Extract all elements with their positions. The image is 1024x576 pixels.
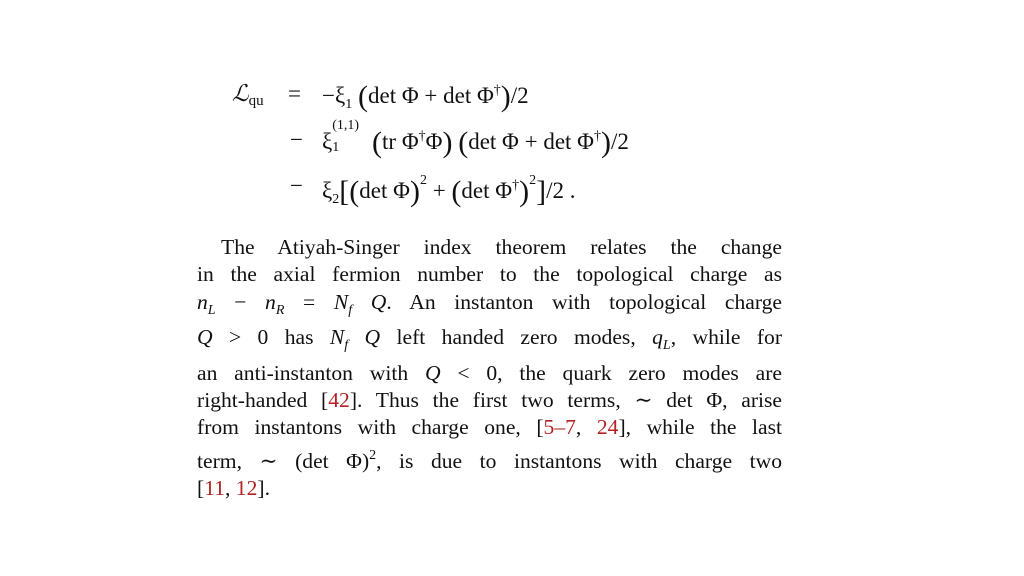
line7-text-c: ], while the last [618,415,782,440]
citation-24[interactable]: 24 [596,415,619,440]
Q-symbol-2: Q [197,325,213,350]
xi1-term: −ξ [322,83,346,108]
n-symbol: n [197,289,208,314]
det-sum-2: det Φ + det Φ [468,129,594,154]
paragraph-line-6 [197,387,782,414]
phi-symbol: Φ [425,129,443,154]
paragraph-line-2: in the axial fermion number to the topological charge as [197,262,782,287]
line7-text-a: from instantons with charge one, [ [197,415,544,440]
lhs-subscript: qu [248,93,264,109]
Q-symbol-3: Q [348,325,381,350]
line5-text-b: < 0, the quark zero modes are [440,360,782,385]
sub-R: R [275,302,285,318]
xi2-subscript: 2 [332,192,340,207]
paragraph-line-5 [197,360,782,387]
sub-L-2: L [662,338,671,354]
minus: − [215,289,266,314]
close-paren-3b: ) [519,175,530,208]
Q-symbol-4: Q [424,360,441,385]
citation-11[interactable]: 11 [204,476,225,501]
minus-sign-3: − [290,173,303,198]
plus-sign: + [432,178,446,203]
paragraph-line-8 [197,442,782,475]
citation-42[interactable]: 42 [328,388,350,413]
sub-L: L [207,302,216,318]
equals-sign: = [288,81,301,106]
line8-text-b: , is due to instantons with charge two [376,448,782,473]
open-paren-3a: ( [349,175,360,208]
row3-rhs [322,174,575,207]
line8-square: 2 [369,447,377,463]
close-paren: ) [500,80,511,113]
trace-term: tr Φ [382,129,419,154]
paragraph-line-1: The Atiyah-Singer index theorem relates the change [221,235,782,259]
row2-rhs [322,118,629,159]
close-paren-3a: ) [409,175,420,208]
line9-close: ]. [257,476,270,501]
divide-two-2: /2 [611,129,629,154]
paragraph-line-7 [197,414,782,441]
line4-text-a: > 0 has [212,325,330,350]
minus-sign: − [290,127,303,152]
lagrangian-symbol [232,82,264,109]
n-symbol-2: n [265,289,276,314]
det-sum: det Φ + det Φ [367,83,494,108]
citation-12[interactable]: 12 [235,476,258,501]
close-bracket: ] [536,175,547,208]
close-paren-1: ) [442,126,453,159]
xi-symbol: ξ [322,129,333,154]
xi-subscript: 1 [332,140,340,155]
dagger-3: † [512,178,520,193]
dagger: † [493,83,501,98]
paragraph-line-4 [197,324,782,359]
Q-symbol: Q [352,289,387,314]
line7-comma: , [575,415,597,440]
close-paren-2: ) [601,126,611,159]
N-symbol-2: N [329,325,345,350]
square-2: 2 [529,173,537,188]
xi1-subscript: 1 [345,97,353,112]
square-1: 2 [419,173,427,188]
body-paragraph [197,234,782,503]
sub-f-2: f [344,338,349,354]
open-paren-3b: ( [451,175,462,208]
open-paren: ( [357,80,368,113]
line3-text: . An instanton with topological charge [386,289,783,314]
open-bracket: [ [339,175,350,208]
paragraph-line-3 [197,289,782,324]
line8-text-a: term, ∼ (det Φ) [197,448,370,473]
xi2-symbol: ξ [322,178,333,203]
q-symbol: q [652,325,663,350]
line5-text-a: an anti-instanton with [197,360,425,385]
dagger-1: † [418,129,426,144]
line6-text-b: ]. Thus the first two terms, ∼ det Φ, arise [349,388,783,413]
lhs-script-l: ℒ [232,81,249,106]
row1-rhs [322,82,529,112]
xi-scripts [332,118,366,155]
line4-text-b: left handed zero modes, [380,325,653,350]
paragraph-line-9 [197,475,782,502]
divide-two: /2 [510,83,529,108]
open-paren-1: ( [372,126,383,159]
line9-open: [ [197,476,205,501]
equals: = [284,289,334,314]
dagger-2: † [594,129,601,144]
open-paren-2: ( [458,126,469,159]
citation-5-7[interactable]: 5–7 [543,415,576,440]
xi-superscript: (1,1) [332,118,360,133]
line9-comma: , [225,476,236,501]
det-phi-dagger: det Φ [461,178,513,203]
sub-f: f [348,302,353,318]
divide-two-3: /2 . [546,178,576,203]
line4-text-c: , while for [670,325,783,350]
N-symbol: N [333,289,349,314]
line6-text-a: right-handed [ [197,388,329,413]
det-phi: det Φ [359,178,410,203]
